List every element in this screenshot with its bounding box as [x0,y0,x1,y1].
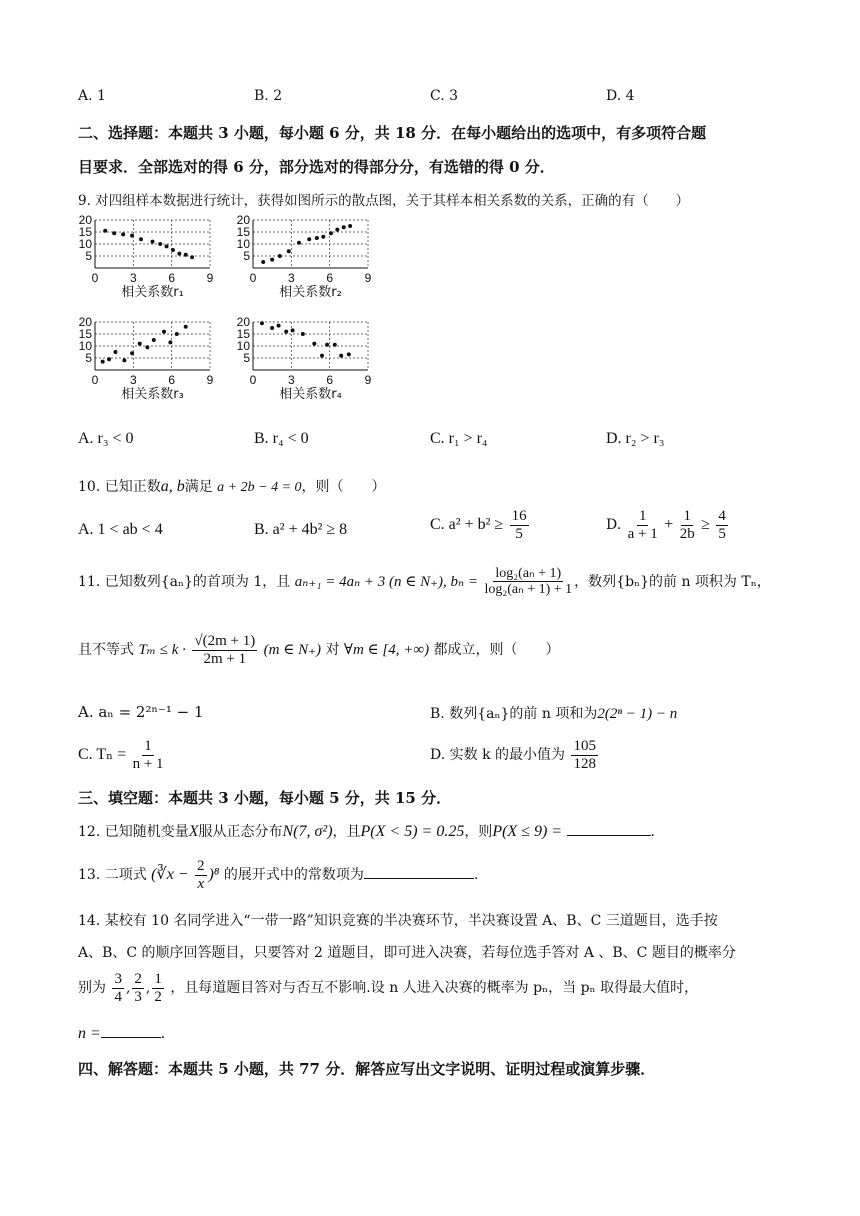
frac-num: 2 [197,858,205,874]
q13-period: . [473,867,479,883]
data-point [342,225,346,229]
plot-caption: 相关系数r₁ [121,285,184,300]
q13-expr-a: (∛x − [151,866,189,883]
q12-text-d: ，则 [464,824,493,840]
q10-d-geq: ≥ [701,516,710,533]
q11-option-a: A. aₙ = 2²ⁿ⁻¹ − 1 [78,703,204,721]
q14-line2: A、B、C 的顺序回答题目，只要答对 2 道题目，即可进入决赛，若每位选手答对 A 、B、C 题目的概率分 [78,945,736,961]
x-tick-label: 0 [91,271,99,285]
scatter-plot-2 [237,213,372,300]
q9-option-b: B. r₄ < 0 [254,430,309,447]
data-point [107,357,111,361]
x-tick-label: 9 [364,271,372,285]
data-point [291,328,295,332]
q14-line4 [78,1023,165,1043]
section3-header: 三、填空题：本题共 3 小题，每小题 5 分，共 15 分． [78,789,452,807]
data-point [145,345,149,349]
q10-option-c [430,508,531,542]
data-point [312,342,316,346]
frac-den: 2b [679,525,695,542]
q12-dist: N(7, σ²) [282,823,333,840]
q11-option-b-expr: 2(2ⁿ − 1) − n [597,706,678,722]
data-point [335,228,339,232]
data-point [101,360,105,364]
data-point [333,343,337,347]
data-point [103,229,107,233]
q9-option-a: A. r₃ < 0 [78,430,134,447]
q14-answer-blank[interactable] [101,1023,161,1038]
section2-line2: 目要求．全部选对的得 6 分，部分选对的得部分分，有选错的得 0 分． [78,158,555,176]
y-tick-label: 15 [236,225,250,239]
q11-bn-frac [484,566,572,598]
x-tick-label: 0 [91,373,99,387]
q13-expr-b: )⁸ [208,866,220,883]
plot-caption: 相关系数r₂ [279,285,342,300]
data-point [122,358,126,362]
data-point [307,237,311,241]
frac-den: log₂(aₙ + 1) + 1 [484,582,573,598]
x-tick-label: 0 [249,271,257,285]
y-tick-label: 15 [78,327,92,341]
data-point [184,325,188,329]
q11-ineq-lhs: Tₘ ≤ k · [138,642,186,658]
y-tick-label: 10 [78,237,92,251]
x-tick-label: 6 [168,271,176,285]
q14-frac2 [132,971,144,1005]
q14-frac1 [112,971,124,1005]
q12-p1: P(X < 5) = 0.25 [360,823,465,840]
q14-line1: 14. 某校有 10 名同学进入“一带一路”知识竞赛的半决赛环节，半决赛设置 A、B、C 三道题目，选手按 [78,913,718,929]
q12-answer-blank[interactable] [567,821,651,836]
q8-option-b: B. 2 [254,88,283,104]
q11-option-c-label: C. Tₙ = [78,746,127,763]
data-point [261,260,265,264]
q11-option-d-frac [571,738,598,772]
data-point [270,258,274,262]
frac-den: 4 [114,988,122,1005]
q12-text-c: ，且 [332,824,361,840]
q10-stem-a: 10. 已知正数 [78,479,161,495]
data-point [260,321,264,325]
data-point [321,235,325,239]
x-tick-label: 3 [129,373,137,387]
q10-d-frac1 [628,508,658,542]
data-point [329,231,333,235]
q11-ineq-rhs: (m ∈ N₊) [263,642,322,658]
data-point [339,354,343,358]
plot-caption: 相关系数r₄ [279,387,342,402]
data-point [287,249,291,253]
q10-option-c-lhs: C. a² + b² ≥ [430,516,504,533]
plot-caption: 相关系数r₃ [121,387,184,402]
q8-option-d: D. 4 [606,88,635,104]
frac-den: 128 [573,755,596,772]
scatter-plot-4 [237,315,372,402]
frac-num: 4 [718,508,726,524]
q13-answer-blank[interactable] [364,864,474,879]
data-point [315,236,319,240]
frac-den: x [197,875,205,892]
q11-option-d [430,738,600,772]
data-point [130,234,134,238]
frac-num: 1 [638,508,647,524]
scatter-plots [70,212,390,414]
q11-option-c [78,738,166,772]
data-point [177,252,181,256]
data-point [158,242,162,246]
y-tick-label: 15 [236,327,250,341]
q11-line2-a: 且不等式 [78,642,134,658]
data-point [151,240,155,244]
data-point [325,343,329,347]
q12-var: X [188,823,199,840]
q14-line3-b: ，且每道题目答对与否互不影响.设 n 人进入决赛的概率为 pₙ，当 pₙ 取得最大值时， [170,980,699,996]
data-point [278,254,282,258]
frac-den: 2m + 1 [203,650,247,667]
q13-text-a: 13. 二项式 [78,867,147,883]
data-point [168,340,172,344]
x-tick-label: 3 [287,271,295,285]
q10-option-c-frac [510,508,529,542]
y-tick-label: 10 [78,339,92,353]
y-tick-label: 5 [85,249,92,263]
y-tick-label: 20 [78,213,92,227]
scatter-plot-3 [79,315,214,402]
y-tick-label: 10 [236,237,250,251]
q11-option-b-text: B. 数列{aₙ}的前 n 项和为 [430,706,598,722]
data-point [320,354,324,358]
y-tick-label: 5 [85,351,92,365]
q11-line2-b: 对 [325,642,340,658]
data-point [270,326,274,330]
frac-num: 1 [683,508,691,524]
q11-ineq-frac [192,633,257,667]
q9-stem: 9. 对四组样本数据进行统计，获得如图所示的散点图，关于其样本相关系数的关系，正确的有（ ） [78,193,690,209]
frac-num: log₂(aₙ + 1) [495,566,562,581]
x-tick-label: 3 [129,271,137,285]
y-tick-label: 20 [236,315,250,329]
x-tick-label: 9 [206,271,214,285]
frac-den: n + 1 [132,755,164,772]
q10-vars: a, b [160,478,185,495]
data-point [130,351,134,355]
data-point [171,248,175,252]
q13 [78,858,478,892]
q10-stem-b: 满足 [184,479,213,495]
q11-option-c-frac [133,738,164,772]
frac-num: 1 [154,971,162,987]
x-tick-label: 9 [364,373,372,387]
data-point [165,244,169,248]
frac-den: 5 [515,525,523,542]
frac-num: 1 [144,738,152,754]
data-point [113,350,117,354]
q14-frac3 [152,971,164,1005]
q14-n-label: n = [78,1025,101,1042]
frac-den: 5 [718,525,726,542]
q11-line2-c: 都成立，则（ ） [433,642,560,658]
y-tick-label: 5 [243,351,250,365]
q8-option-c: C. 3 [430,88,459,104]
q10-d-frac2 [680,508,695,542]
data-point [297,241,301,245]
frac-num: √(2m + 1) [194,633,256,649]
scatter-plot-1 [79,213,214,300]
data-point [121,232,125,236]
section2-line1: 二、选择题：本题共 3 小题，每小题 6 分，共 18 分．在每小题给出的选项中，有多项符合题 [78,124,707,142]
q12-period: . [650,824,655,840]
x-tick-label: 6 [168,373,176,387]
q13-text-b: 的展开式中的常数项为 [223,867,364,883]
q10-stem [78,476,386,496]
frac-num: 3 [114,971,122,987]
y-tick-label: 20 [236,213,250,227]
q10-stem-c: ，则（ ） [301,479,386,495]
x-tick-label: 0 [249,373,257,387]
q10-condition: a + 2b − 4 = 0 [217,480,302,495]
q12-text-a: 12. 已知随机变量 [78,824,189,840]
data-point [175,332,179,336]
q11-stem-a: 11. 已知数列{aₙ}的首项为 1，且 [78,573,291,590]
q12 [78,821,655,841]
q9-option-d: D. r₂ > r₃ [606,430,665,447]
x-tick-label: 9 [206,373,214,387]
data-point [152,338,156,342]
frac-den: 3 [134,988,142,1005]
frac-num: 2 [134,971,142,987]
q11-line1 [78,566,771,598]
q10-d-frac3 [716,508,728,542]
q11-recurrence: aₙ₊₁ = 4aₙ + 3 (n ∈ N₊), bₙ = [294,573,479,590]
q12-p2: P(X ≤ 9) = [492,823,563,840]
q10-option-d [606,508,730,542]
q10-option-a: A. 1 < ab < 4 [78,521,163,538]
x-tick-label: 3 [287,373,295,387]
y-tick-label: 20 [78,315,92,329]
q14-period: . [160,1026,166,1042]
data-point [162,330,166,334]
frac-num: 105 [573,738,596,754]
q11-option-b [430,703,677,723]
q11-option-d-text: D. 实数 k 的最小值为 [430,747,566,763]
y-tick-label: 15 [78,225,92,239]
data-point [347,352,351,356]
x-tick-label: 6 [326,271,334,285]
frac-num: 16 [511,508,527,524]
q10-option-d-label: D. [606,517,622,533]
q11-forall: ∀m ∈ [4, +∞) [343,642,430,658]
q12-text-b: 服从正态分布 [198,824,283,840]
data-point [138,342,142,346]
q11-stem-b: ，数列{bₙ}的前 n 项积为 Tₙ， [574,573,771,590]
data-point [277,324,281,328]
q10-option-b: B. a² + 4b² ≥ 8 [254,521,348,538]
q9-option-c: C. r₁ > r₄ [430,430,488,447]
data-point [284,330,288,334]
data-point [301,332,305,336]
frac-den: a + 1 [627,525,658,542]
q8-option-a: A. 1 [78,88,106,104]
data-point [190,255,194,259]
q13-frac [195,858,207,892]
y-tick-label: 10 [236,339,250,353]
section4-header: 四、解答题：本题共 5 小题，共 77 分．解答应写出文字说明、证明过程或演算步骤． [78,1060,656,1078]
q14-line3-a: 别为 [78,980,106,996]
data-point [184,253,188,257]
q11-line2 [78,633,560,667]
x-tick-label: 6 [326,373,334,387]
q10-d-plus: + [664,516,674,533]
data-point [112,231,116,235]
y-tick-label: 5 [243,249,250,263]
frac-den: 2 [154,988,162,1005]
q14-line3: 别为 $\frac{3}{4}$ , $\frac{2}{3}$ , $\frac{1}{2}$ ，且每道题目答对与否互不影响.设 n 人进入决赛的概率为 pₙ，当 pₙ 取得最大值时， [78,971,699,1005]
data-point [348,224,352,228]
data-point [139,237,143,241]
